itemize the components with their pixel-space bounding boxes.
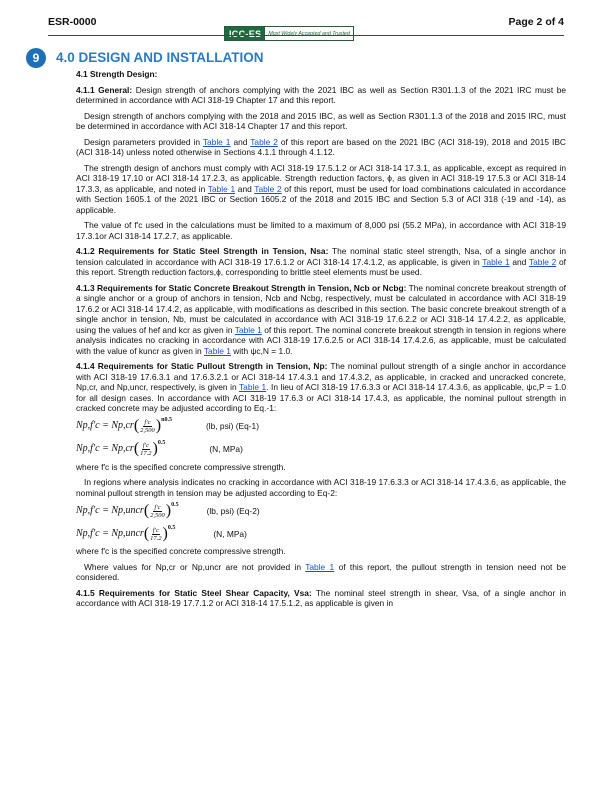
para-4-1-1-strength [76, 163, 566, 216]
label-4-1-3: 4.1.3 Requirements for Static Concrete Breakout Strength in Tension, Ncb or Ncbg: [76, 282, 407, 293]
link-table-2[interactable]: Table 2 [254, 183, 282, 194]
text: The nominal static steel strength, Nsa, of a single anchor in tension calculated in accordance with ACI 318-19 17.6.1.2 or ACI 318-14 17.4.1.2, as applicable, is given in [76, 246, 566, 267]
document-body [76, 69, 566, 614]
eq-lhs: Np,f′c [76, 420, 100, 432]
link-table-2[interactable]: Table 2 [528, 256, 557, 267]
link-table-1[interactable]: Table 1 [203, 345, 231, 356]
eq-units: (lb, psi) (Eq-1) [205, 421, 260, 432]
para-where-2: where f′c is the specified concrete compressive strength. [76, 546, 286, 556]
section-title: 4.0 DESIGN AND INSTALLATION [56, 50, 264, 65]
text: The nominal pullout strength of a single anchor in accordance with ACI 318-19 17.6.3.1 and 17.6.3.2.1 or ACI 318-14 17.4.3.1 and 17.4.3.2, as applicable, in cracked and uncracked concrete, Np,cr, and Np,uncr, respectively, is given in [76, 361, 566, 392]
para-4-1-5 [76, 588, 566, 609]
eq-fraction [140, 419, 155, 434]
equation-1-psi: Np,f′c = Np,cr ( $\frac{f'c}{2,500}$ ) n0.5 (lb, psi) (Eq-1) [76, 417, 260, 435]
para-4-1-4-notprovided [76, 562, 566, 583]
page-number: Page 2 of 4 [508, 16, 564, 28]
eq-num: f′c [154, 503, 161, 511]
label-4-1-2: 4.1.2 Requirements for Static Steel Strength in Tension, Nsa: [76, 246, 329, 256]
eq-sign: = [102, 527, 109, 539]
text: Where values for Np,cr or Np,uncr are not provided in [84, 561, 306, 572]
eq-num: f′c [142, 442, 149, 449]
text: of this report, the pullout strength in tension need not be considered. [76, 561, 566, 582]
eq-rhs: Np,cr [111, 443, 134, 455]
eq-den: 17.2 [140, 450, 152, 457]
para-4-1-1-fc: The value of f′c used in the calculations must be limited to a maximum of 8,000 psi (55.2 MPa), in accordance with ACI 318-19 17.3.1or ACI 318-14 17.2.7, as applicable. [76, 220, 566, 241]
label-4-1-4: 4.1.4 Requirements for Static Pullout Strength in Tension, Np: [76, 361, 328, 371]
icc-es-logo [224, 26, 354, 41]
link-table-2[interactable]: Table 2 [250, 136, 278, 147]
eq-fraction [150, 504, 165, 519]
eq-exp: 0.5 [171, 501, 179, 508]
link-table-1[interactable]: Table 1 [305, 561, 335, 572]
link-table-1[interactable]: Table 1 [202, 136, 231, 147]
text: The nominal steel strength in shear, Vsa, of a single anchor in accordance with ACI 318-19 17.7.1.2 or ACI 318-14 17.5.1.2, as applicable is given in [76, 587, 566, 608]
text: The strength design of anchors must comply with ACI 318-19 17.5.1.2 or ACI 318-14 17.3.1, as applicable, except as required in ACI 318-19 17.10 or ACI 318-14 17.2.3, as applicable. Strength reduction factors, ϕ, as given in ACI 318-19 17.5.3 or ACI 318-14 17.3.3, as applicable, and noted in [76, 162, 566, 194]
section-number-badge: 9 [26, 48, 46, 68]
logo-tagline: Most Widely Accepted and Trusted [265, 27, 353, 40]
link-table-1[interactable]: Table 1 [207, 183, 236, 194]
text: and [235, 183, 255, 194]
eq-sign: = [102, 504, 109, 516]
equation-2-mpa: Np,f′c = Np,uncr ( $\frac{f'c}{17.2}$ ) 0.5 (N, MPa) [76, 524, 247, 542]
text: and [230, 136, 251, 147]
eq-rhs: Np,cr [111, 420, 134, 432]
link-table-1[interactable]: Table 1 [238, 382, 267, 392]
text: The nominal concrete breakout strength of a single anchor or a group of anchors in tension, Ncb and Ncbg, respectively, must be calculated in accordance with ACI 318-19 17.6.2 or ACI 318-14 17.4.2, as applicable, with modifications as described in this section. The basic concrete breakout strength of a single anchor in tension, Nb, must be calculated in accordance with ACI 318-19 17.6.2.2 or ACI 318-14 17.4.2.2, as applicable, using the values of hef and kcr as given in [76, 282, 566, 335]
text: Design parameters provided in [84, 136, 203, 147]
report-id: ESR-0000 [48, 16, 97, 28]
label-4-1-1: 4.1.1 General: [76, 84, 133, 95]
para-4-1-1-params [76, 137, 566, 158]
para-where-1: where f′c is the specified concrete compressive strength. [76, 461, 286, 472]
para-4-1-1-2018: Design strength of anchors complying with the 2018 and 2015 IBC, as well as Section R301.1.3 of the 2018 and 2015 IRC, must be determined in accordance with ACI 318-14 Chapter 17 and this report. [76, 110, 566, 131]
para-4-1-2 [76, 246, 566, 278]
header-rule [48, 35, 564, 36]
eq-exp: 0.5 [157, 440, 166, 447]
eq-lhs: Np,f′c [76, 527, 100, 539]
text: with ψc,N = 1.0. [230, 345, 293, 356]
eq-exp: 0.5 [167, 524, 176, 531]
label-4-1-5: 4.1.5 Requirements for Static Steel Shear Capacity, Vsa: [76, 587, 312, 598]
eq-lhs: Np,f′c [76, 504, 100, 516]
text: of this report, must be used for load combinations calculated in accordance with Section 1605.1 of the 2021 IBC or Section 1605.2 of the 2018 and 2015 IBC and Section 5.3 of ACI 318 (-19 and -14), as applicable. [76, 183, 566, 215]
link-table-1[interactable]: Table 1 [234, 324, 262, 335]
text: . In lieu of ACI 318-19 17.6.3.3 or ACI 318-14 17.4.3.6, as applicable, ψc,P = 1.0 for all design cases. In accordance with ACI 318-19 17.6.3 or ACI 318-14 17.4.3, as applicable, the nominal pullout strength in cracked concrete may be adjusted according to Eq.-1: [76, 382, 566, 413]
eq-units: (N, MPa) [209, 444, 243, 455]
eq-num: f′c [152, 526, 159, 534]
eq-units: (lb, psi) (Eq-2) [206, 505, 260, 516]
logo-mark: ICC-ES [225, 27, 265, 40]
eq-rhs: Np,uncr [111, 527, 144, 539]
text: and [509, 256, 529, 267]
text: of this report. Strength reduction factors,ϕ, corresponding to brittle steel elements must be used. [76, 256, 566, 277]
eq-fraction [150, 527, 161, 542]
link-table-1[interactable]: Table 1 [482, 256, 510, 267]
para-4-1-4 [76, 361, 566, 414]
eq-fraction [140, 442, 151, 457]
text: Design strength of anchors complying with the 2021 IBC as well as Section R301.1.3 of the 2021 IRC must be determined in accordance with ACI 318-19 Chapter 17 and this report. [76, 84, 567, 105]
eq-den: 2,500 [140, 427, 155, 434]
eq-units: (N, MPa) [213, 528, 247, 539]
eq-exp: n0.5 [161, 417, 172, 424]
equation-1-mpa: Np,f′c = Np,cr ( $\frac{f'c}{17.2}$ ) 0.5 (N, MPa) [76, 440, 243, 458]
heading-4-1: 4.1 Strength Design: [76, 69, 158, 79]
text: of this report are based on the 2021 IBC (ACI 318-19), 2018 and 2015 IBC (ACI 318-14) unless noted otherwise in Sections 4.1.1 through 4.1.12. [76, 136, 566, 157]
equation-2-psi: Np,f′c = Np,uncr ( $\frac{f'c}{2,500}$ ) 0.5 (lb, psi) (Eq-2) [76, 501, 260, 519]
para-4-1-3 [76, 283, 566, 357]
eq-num: f′c [144, 419, 151, 426]
eq-lhs: Np,f′c [76, 443, 100, 455]
eq-sign: = [102, 420, 109, 432]
para-4-1-4-uncracked: In regions where analysis indicates no cracking in accordance with ACI 318-19 17.6.3.3 or ACI 318-14 17.4.3.6, as applicable, the nominal pullout strength in tension may be adjusted according to Eq-2: [76, 477, 566, 498]
text: of this report. The nominal concrete breakout strength in tension in regions where analysis indicates no cracking in accordance with ACI 318-19 17.6.2.5 or ACI 318-14 17.4.2.6, as applicable, must be calculated with the value of kuncr as given in [76, 324, 566, 356]
eq-sign: = [102, 443, 109, 455]
para-4-1-1-general [76, 85, 566, 106]
eq-rhs: Np,uncr [111, 504, 144, 516]
eq-den: 2,500 [150, 511, 165, 519]
eq-den: 17.2 [150, 534, 162, 542]
